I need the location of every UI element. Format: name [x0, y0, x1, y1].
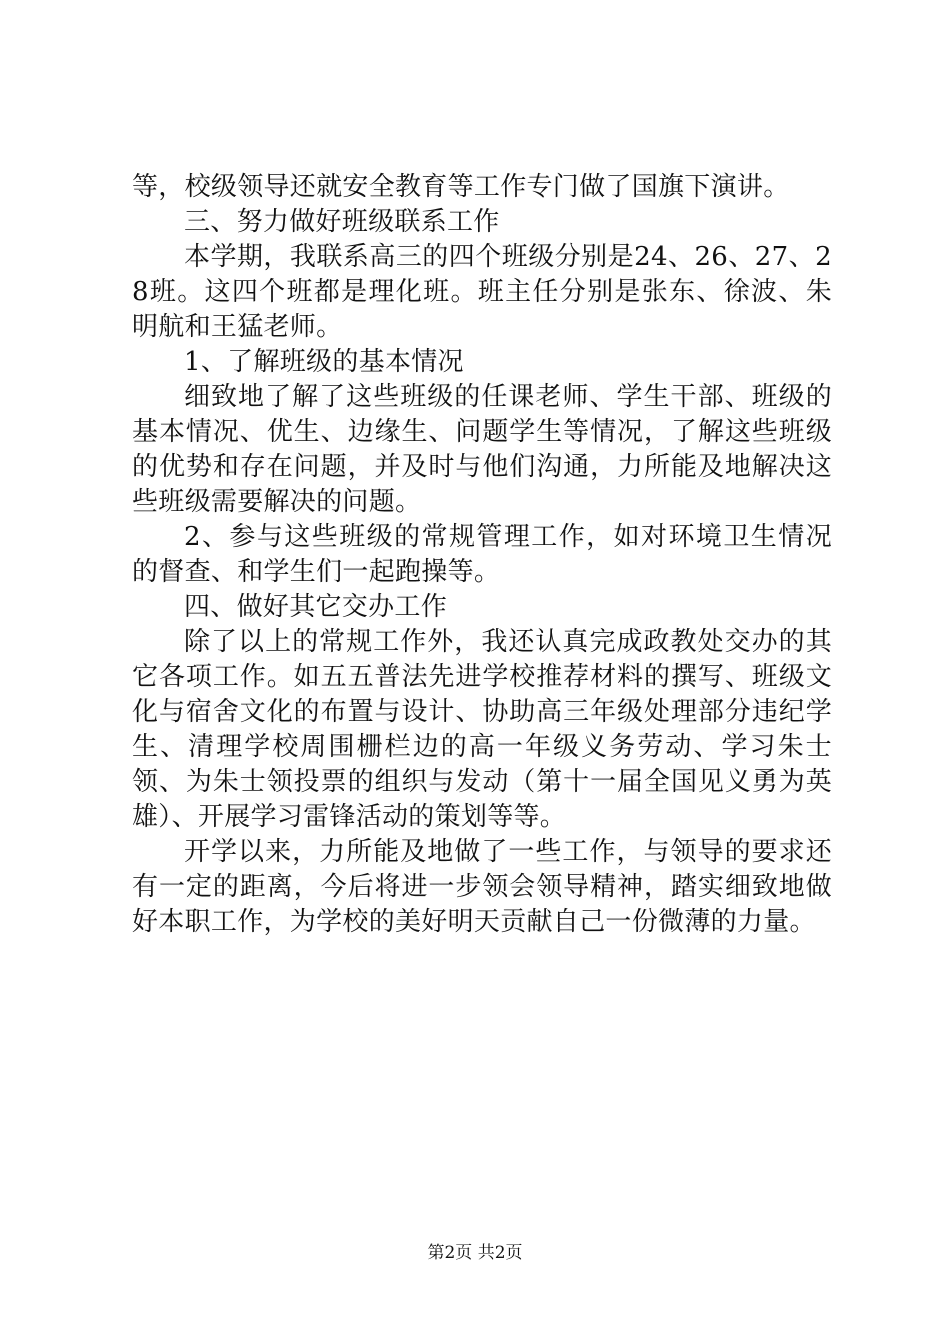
paragraph-3: 细致地了解了这些班级的任课老师、学生干部、班级的基本情况、优生、边缘生、问题学生等情况，了解这些班级的优势和存在问题，并及时与他们沟通，力所能及地解决这些班级需要解决的问题。: [132, 382, 832, 517]
section-heading-4: 四、做好其它交办工作: [184, 592, 448, 622]
paragraph-2: 本学期，我联系高三的四个班级分别是24、26、27、28班。这四个班都是理化班。班主任分别是张东、徐波、朱明航和王猛老师。: [132, 242, 832, 342]
paragraph-1: 等，校级领导还就安全教育等工作专门做了国旗下演讲。: [132, 172, 790, 202]
subheading-1: 1、了解班级的基本情况: [184, 347, 464, 377]
page-number: 第2页 共2页: [427, 1243, 523, 1263]
paragraph-4: 2、参与这些班级的常规管理工作，如对环境卫生情况的督查、和学生们一起跑操等。: [132, 522, 832, 587]
page-footer: [0, 1242, 950, 1264]
section-heading-3: 三、努力做好班级联系工作: [184, 207, 500, 237]
paragraph-5: 除了以上的常规工作外，我还认真完成政教处交办的其它各项工作。如五五普法先进学校推荐材料的撰写、班级文化与宿舍文化的布置与设计、协助高三年级处理部分违纪学生、清理学校周围栅栏边的高一年级义务劳动、学习朱士领、为朱士领投票的组织与发动（第十一届全国见义勇为英雄）、开展学习雷锋活动的策划等等。: [132, 627, 832, 832]
document-body: [132, 170, 832, 940]
paragraph-6: 开学以来，力所能及地做了一些工作，与领导的要求还有一定的距离，今后将进一步领会领导精神，踏实细致地做好本职工作，为学校的美好明天贡献自己一份微薄的力量。: [132, 837, 832, 937]
